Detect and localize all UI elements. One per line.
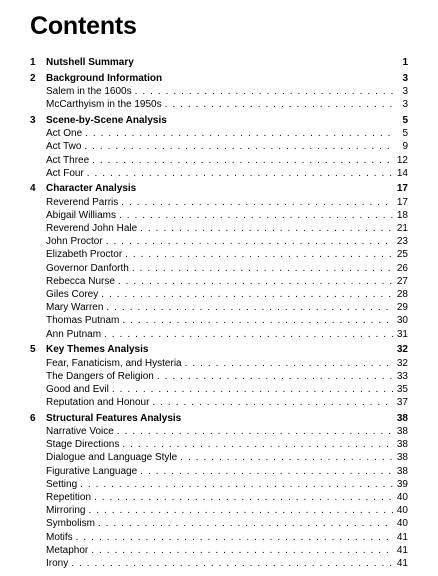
entry-page-number: 3 bbox=[402, 99, 408, 111]
toc-entry[interactable] bbox=[30, 383, 408, 396]
section-page-number: 1 bbox=[402, 57, 408, 68]
dot-leader bbox=[165, 98, 393, 111]
toc-entry[interactable] bbox=[30, 314, 408, 327]
dot-leader bbox=[94, 491, 393, 504]
toc-entry[interactable] bbox=[30, 491, 408, 504]
toc-entry[interactable] bbox=[30, 357, 408, 370]
toc-section-5[interactable] bbox=[30, 343, 408, 356]
entry-title: Salem in the 1600s bbox=[46, 85, 132, 97]
dot-leader bbox=[112, 383, 393, 396]
entry-title: Thomas Putnam bbox=[46, 315, 120, 327]
section-number: 3 bbox=[30, 114, 36, 126]
dot-leader bbox=[87, 167, 393, 180]
entry-page-number: 40 bbox=[396, 505, 408, 517]
section-title: Key Themes Analysis bbox=[46, 344, 149, 356]
toc-entry[interactable] bbox=[30, 222, 408, 235]
toc-entry[interactable] bbox=[30, 451, 408, 464]
entry-page-number: 32 bbox=[396, 357, 408, 369]
dot-leader bbox=[140, 465, 393, 478]
toc-entry[interactable] bbox=[30, 196, 408, 209]
dot-leader bbox=[152, 396, 393, 409]
entry-page-number: 40 bbox=[396, 518, 408, 530]
entry-page-number: 35 bbox=[396, 383, 408, 395]
entry-page-number: 26 bbox=[396, 262, 408, 274]
entry-page-number: 27 bbox=[396, 275, 408, 287]
entry-title: Reputation and Honour bbox=[46, 397, 150, 409]
dot-leader bbox=[140, 222, 393, 235]
toc-entry[interactable] bbox=[30, 85, 408, 98]
toc-entry[interactable] bbox=[30, 396, 408, 409]
dot-leader bbox=[157, 370, 393, 383]
section-title: Background Information bbox=[46, 72, 163, 84]
entry-page-number: 9 bbox=[402, 141, 408, 153]
section-page-number: 17 bbox=[396, 183, 408, 195]
entry-title: Motifs bbox=[46, 531, 73, 543]
section-title: Nutshell Summary bbox=[46, 57, 134, 68]
dot-leader bbox=[132, 262, 393, 275]
dot-leader bbox=[119, 209, 393, 222]
entry-title: Mirroring bbox=[46, 505, 86, 517]
toc-entry[interactable] bbox=[30, 557, 408, 570]
dot-leader bbox=[125, 248, 393, 261]
toc-entry[interactable] bbox=[30, 127, 408, 140]
dot-leader bbox=[122, 438, 393, 451]
entry-title: Irony bbox=[46, 557, 69, 569]
toc-entry[interactable] bbox=[30, 504, 408, 517]
entry-page-number: 25 bbox=[396, 249, 408, 261]
entry-page-number: 41 bbox=[396, 531, 408, 543]
entry-page-number: 41 bbox=[396, 557, 408, 569]
entry-title: John Proctor bbox=[46, 236, 103, 248]
section-number: 5 bbox=[30, 344, 36, 356]
entry-page-number: 38 bbox=[396, 439, 408, 451]
entry-page-number: 37 bbox=[396, 397, 408, 409]
entry-title: Abigail Williams bbox=[46, 209, 117, 221]
entry-title: McCarthyism in the 1950s bbox=[46, 99, 162, 111]
entry-page-number: 17 bbox=[396, 196, 408, 208]
toc-entry[interactable] bbox=[30, 262, 408, 275]
dot-leader bbox=[106, 235, 393, 248]
section-title: Scene-by-Scene Analysis bbox=[46, 114, 167, 126]
entry-title: Act Two bbox=[46, 141, 82, 153]
toc-entry[interactable] bbox=[30, 301, 408, 314]
entry-title: Act Four bbox=[46, 167, 84, 179]
toc-entry[interactable] bbox=[30, 517, 408, 530]
entry-page-number: 5 bbox=[402, 128, 408, 140]
entry-title: Repetition bbox=[46, 491, 92, 503]
toc-entry[interactable] bbox=[30, 425, 408, 438]
dot-leader bbox=[180, 451, 393, 464]
toc-entry[interactable] bbox=[30, 209, 408, 222]
entry-title: Act One bbox=[46, 128, 83, 140]
entry-page-number: 3 bbox=[402, 85, 408, 97]
entry-page-number: 12 bbox=[396, 154, 408, 166]
toc-entry[interactable] bbox=[30, 248, 408, 261]
toc-entry[interactable] bbox=[30, 531, 408, 544]
toc-entry[interactable] bbox=[30, 465, 408, 478]
dot-leader bbox=[92, 154, 393, 167]
contents-heading: Contents bbox=[30, 12, 137, 40]
toc-entry[interactable] bbox=[30, 478, 408, 491]
toc-section-3[interactable] bbox=[30, 114, 408, 127]
entry-page-number: 38 bbox=[396, 452, 408, 464]
dot-leader bbox=[106, 301, 393, 314]
entry-page-number: 39 bbox=[396, 478, 408, 490]
section-page-number: 5 bbox=[402, 114, 408, 126]
entry-title: Mary Warren bbox=[46, 302, 104, 314]
section-page-number: 3 bbox=[402, 72, 408, 84]
entry-page-number: 41 bbox=[396, 544, 408, 556]
entry-title: The Dangers of Religion bbox=[46, 370, 154, 382]
toc-entry[interactable] bbox=[30, 328, 408, 341]
section-number: 1 bbox=[30, 57, 36, 68]
entry-title: Figurative Language bbox=[46, 465, 138, 477]
section-number: 6 bbox=[30, 412, 36, 424]
entry-title: Metaphor bbox=[46, 544, 89, 556]
entry-page-number: 40 bbox=[396, 491, 408, 503]
entry-title: Stage Directions bbox=[46, 439, 120, 451]
entry-page-number: 29 bbox=[396, 302, 408, 314]
toc-entry[interactable] bbox=[30, 98, 408, 111]
dot-leader bbox=[101, 288, 393, 301]
dot-leader bbox=[117, 425, 393, 438]
entry-title: Act Three bbox=[46, 154, 90, 166]
dot-leader bbox=[98, 517, 393, 530]
toc-entry[interactable] bbox=[30, 288, 408, 301]
section-title: Character Analysis bbox=[46, 183, 137, 195]
entry-title: Symbolism bbox=[46, 518, 95, 530]
toc-entry[interactable] bbox=[30, 370, 408, 383]
entry-title: Narrative Voice bbox=[46, 426, 114, 438]
entry-page-number: 28 bbox=[396, 288, 408, 300]
toc-section-4[interactable] bbox=[30, 182, 408, 195]
entry-page-number: 23 bbox=[396, 236, 408, 248]
entry-title: Setting bbox=[46, 478, 78, 490]
entry-page-number: 14 bbox=[396, 167, 408, 179]
dot-leader bbox=[118, 275, 393, 288]
entry-title: Rebecca Nurse bbox=[46, 275, 115, 287]
entry-title: Giles Corey bbox=[46, 288, 99, 300]
entry-title: Reverend Parris bbox=[46, 196, 119, 208]
toc-section-2[interactable] bbox=[30, 72, 408, 85]
toc-entry[interactable] bbox=[30, 544, 408, 557]
entry-title: Good and Evil bbox=[46, 383, 109, 395]
toc-entry[interactable] bbox=[30, 140, 408, 153]
toc-section-6[interactable] bbox=[30, 412, 408, 425]
dot-leader bbox=[71, 557, 393, 570]
entry-page-number: 30 bbox=[396, 315, 408, 327]
toc-entry[interactable] bbox=[30, 438, 408, 451]
dot-leader bbox=[84, 140, 393, 153]
entry-title: Governor Danforth bbox=[46, 262, 129, 274]
entry-title: Dialogue and Language Style bbox=[46, 452, 178, 464]
section-page-number: 38 bbox=[396, 412, 408, 424]
section-number: 2 bbox=[30, 72, 36, 84]
entry-page-number: 31 bbox=[396, 328, 408, 340]
dot-leader bbox=[85, 127, 393, 140]
section-page-number: 32 bbox=[396, 344, 408, 356]
dot-leader bbox=[88, 504, 393, 517]
toc-section-1[interactable] bbox=[30, 56, 408, 69]
table-of-contents bbox=[30, 56, 408, 570]
entry-page-number: 21 bbox=[396, 223, 408, 235]
entry-title: Elizabeth Proctor bbox=[46, 249, 123, 261]
dot-leader bbox=[185, 357, 393, 370]
entry-page-number: 38 bbox=[396, 465, 408, 477]
toc-entry[interactable] bbox=[30, 154, 408, 167]
entry-page-number: 38 bbox=[396, 426, 408, 438]
entry-title: Fear, Fanaticism, and Hysteria bbox=[46, 357, 182, 369]
section-title: Structural Features Analysis bbox=[46, 412, 182, 424]
toc-entry[interactable] bbox=[30, 275, 408, 288]
entry-page-number: 33 bbox=[396, 370, 408, 382]
entry-page-number: 18 bbox=[396, 209, 408, 221]
section-number: 4 bbox=[30, 183, 36, 195]
toc-entry[interactable] bbox=[30, 235, 408, 248]
dot-leader bbox=[104, 328, 393, 341]
entry-title: Reverend John Hale bbox=[46, 223, 138, 235]
dot-leader bbox=[80, 478, 393, 491]
dot-leader bbox=[76, 531, 393, 544]
dot-leader bbox=[121, 196, 393, 209]
dot-leader bbox=[91, 544, 393, 557]
toc-entry[interactable] bbox=[30, 167, 408, 180]
dot-leader bbox=[122, 314, 393, 327]
dot-leader bbox=[135, 85, 393, 98]
entry-title: Ann Putnam bbox=[46, 328, 102, 340]
